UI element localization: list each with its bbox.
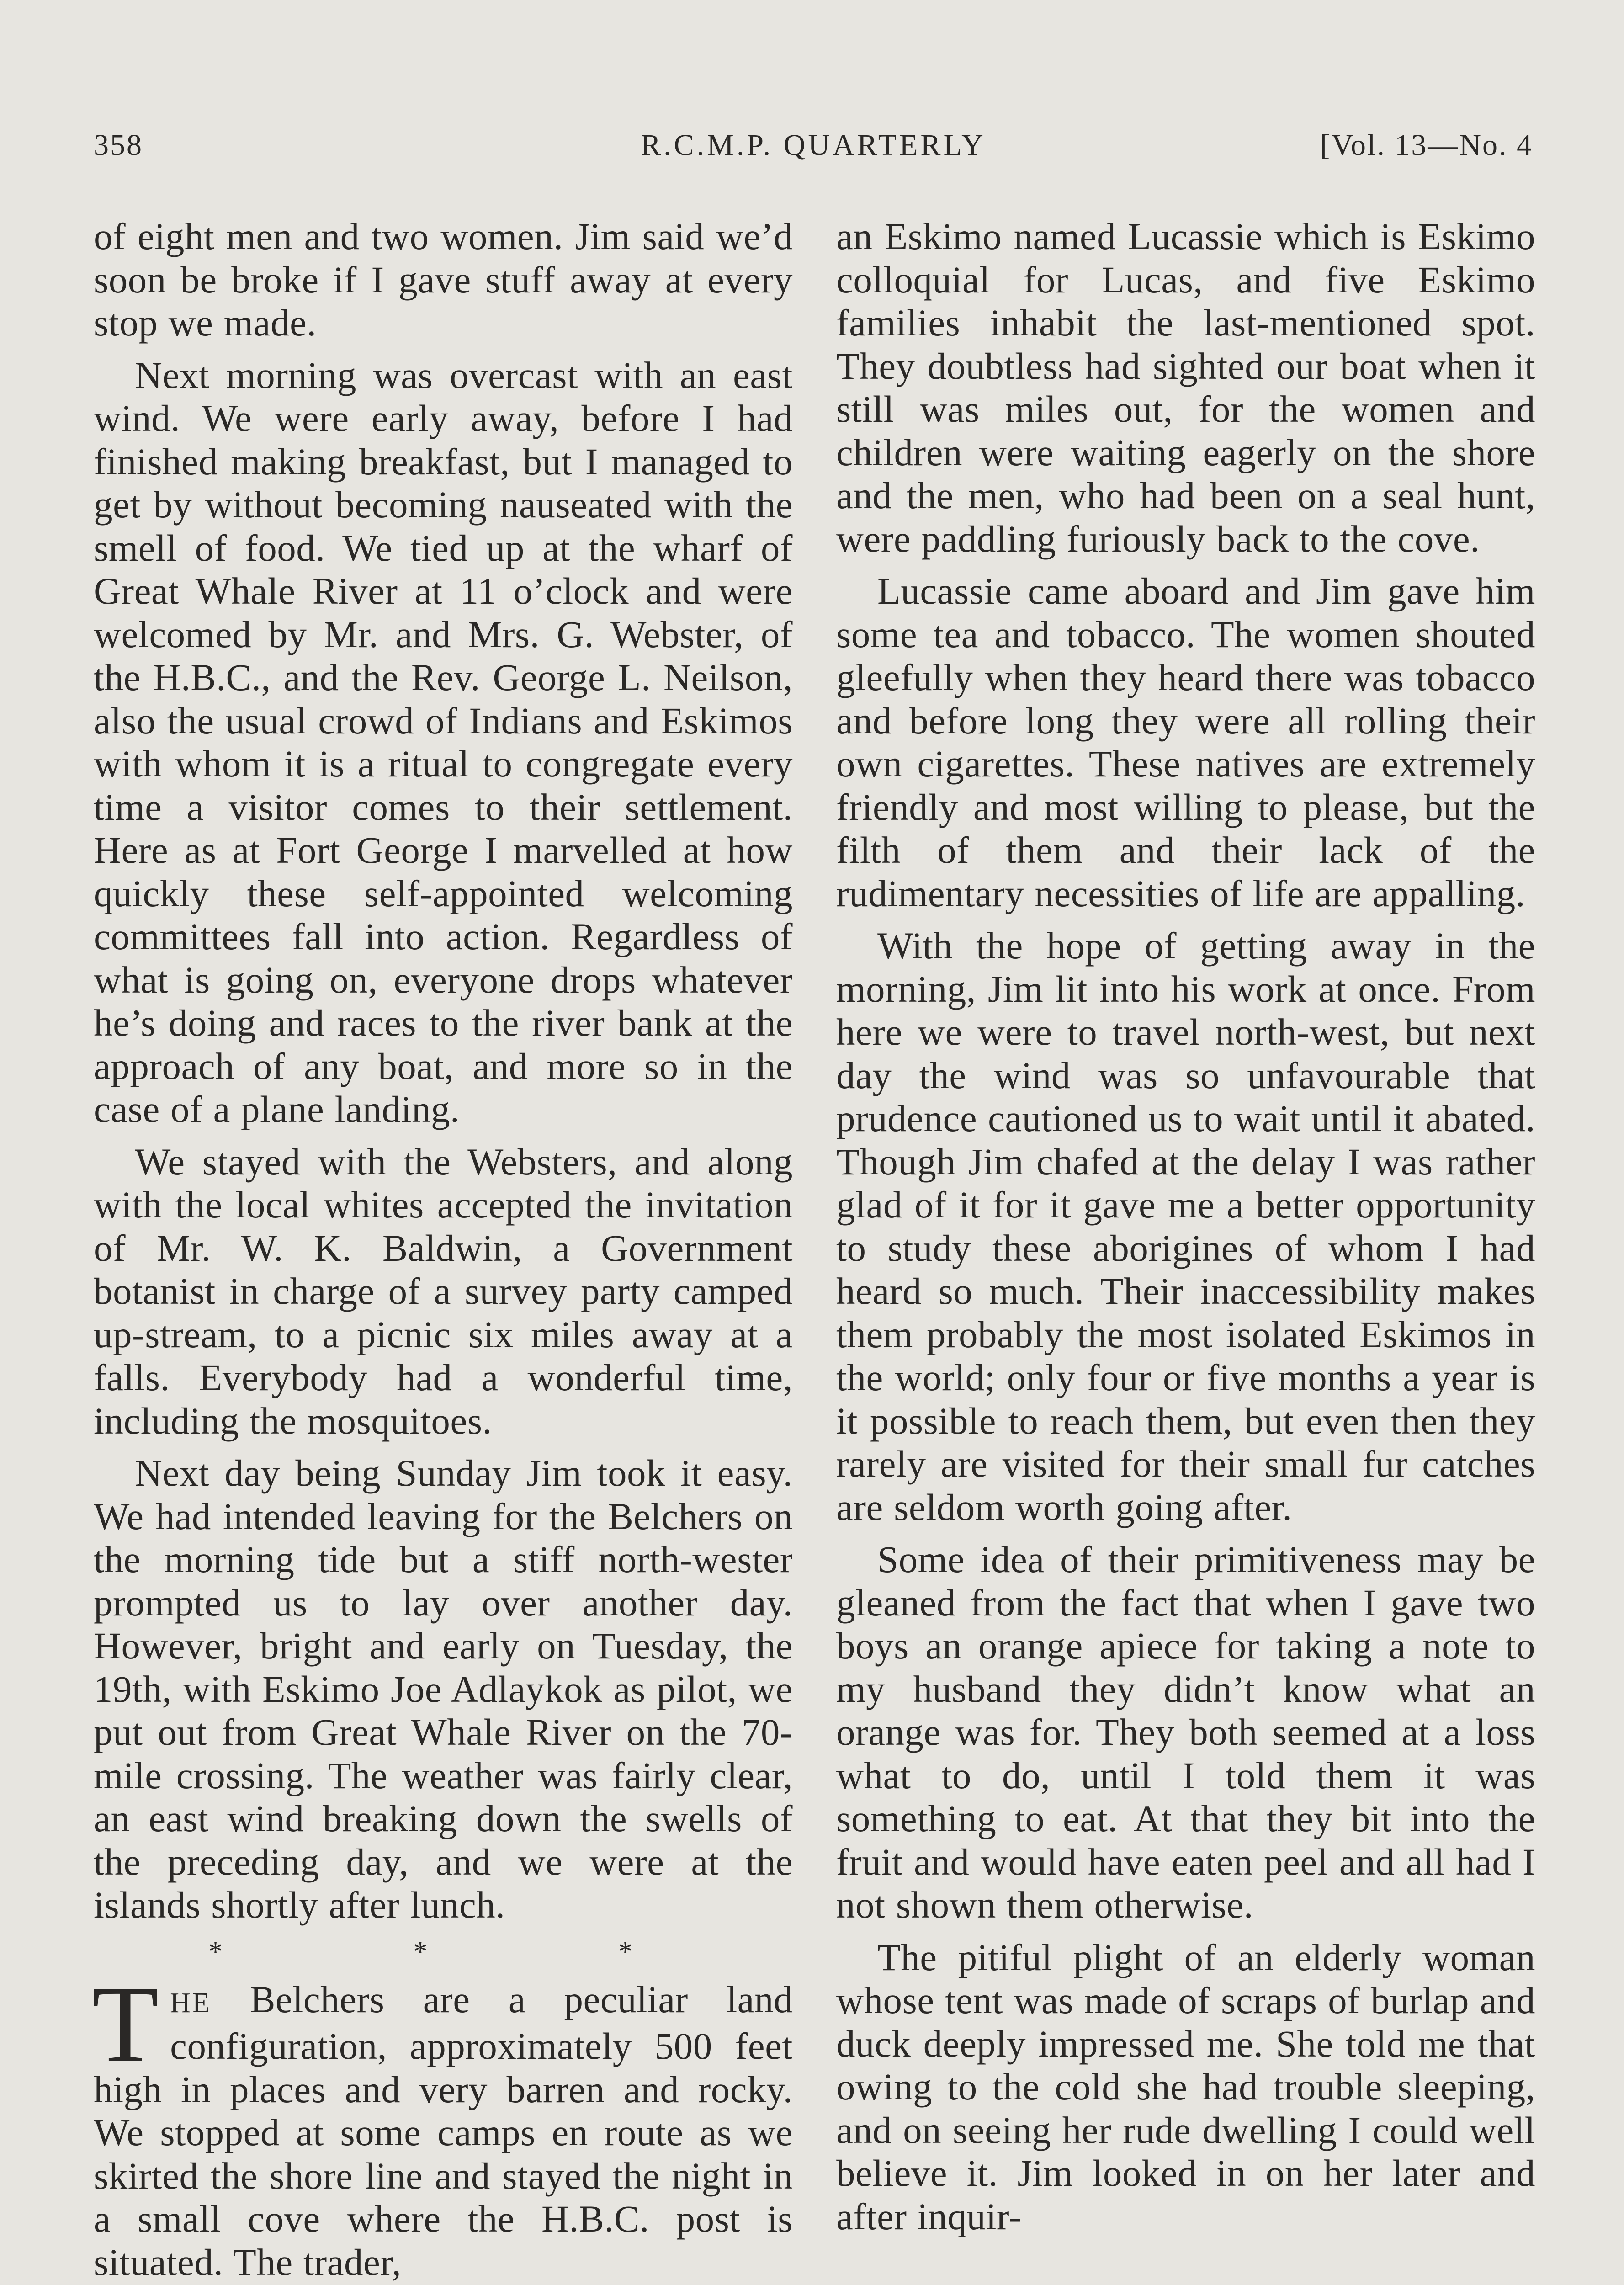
paragraph: Some idea of their primitiveness may be gleaned from the fact that when I gave two boys an orange apiece for taking a note to my husband they didn’t know what an orange was for. They both seemed at a loss what to do, until I told them it was something to eat. At that they bit into the fruit and would have eaten peel and all had I not shown them otherwise. — [836, 1538, 1535, 1926]
paragraph: Next day being Sunday Jim took it easy. We had intended leaving for the Belchers on the morning tide but a stiff north-wester prompted us to lay over another day. However, bright and early on Tuesday, the 19th, with Eskimo Joe Adlaykok as pilot, we put out from Great Whale River on the 70-mile crossing. The weather was fairly clear, an east wind breaking down the swells of the preceding day, and we were at the islands shortly after lunch. — [94, 1452, 793, 1926]
running-header — [94, 128, 1533, 178]
paragraph: With the hope of getting away in the morning, Jim lit into his work at once. From here we were to travel north-west, but next day the wind was so unfavourable that prudence cautioned us to wait until it abated. Though Jim chafed at the delay I was rather glad of it for it gave me a better opportunity to study these aborigines of whom I had heard so much. Their inaccessibility makes them probably the most isolated Eskimos in the world; only four or five months a year is it possible to reach them, but even then they rarely are visited for their small fur catches are seldom worth going after. — [836, 925, 1535, 1528]
paragraph: of eight men and two women. Jim said we’d soon be broke if I gave stuff away at every stop we made. — [94, 215, 793, 344]
journal-title: R.C.M.P. QUARTERLY — [641, 128, 986, 162]
right-column — [836, 215, 1535, 2247]
paragraph: We stayed with the Websters, and along with the local whites accepted the invitation of Mr. W. K. Baldwin, a Government botanist in charge of a survey party camped up-stream, to a picnic six miles away at a falls. Everybody had a wonderful time, including the mosquitoes. — [94, 1140, 793, 1442]
left-column — [94, 215, 793, 2285]
page-number: 358 — [94, 128, 143, 162]
section-separator: * * * — [208, 1936, 724, 1967]
small-caps-lead: HE — [170, 1987, 212, 2019]
drop-cap: T — [92, 1963, 159, 2085]
paragraph: an Eskimo named Lucassie which is Eskimo colloquial for Lucas, and five Eskimo families inhabit the last-mentioned spot. They doubtless had sighted our boat when it still was miles out, for the women and children were waiting eagerly on the shore and the men, who had been on a seal hunt, were paddling furiously back to the cove. — [836, 215, 1535, 560]
volume-issue: [Vol. 13—No. 4 — [1320, 128, 1533, 162]
paragraph-text: Belchers are a peculiar land configuration, approximately 500 feet high in places and very barren and rocky. We stopped at some camps en route as we skirted the shore line and stayed the night in a small cove where the H.B.C. post is situated. The trader, — [94, 1978, 793, 2283]
paragraph: Next morning was overcast with an east wind. We were early away, before I had finished making breakfast, but I managed to get by without becoming nauseated with the smell of food. We tied up at the wharf of Great Whale River at 11 o’clock and were welcomed by Mr. and Mrs. G. Webster, of the H.B.C., and the Rev. George L. Neilson, also the usual crowd of Indians and Eskimos with whom it is a ritual to congregate every time a visitor comes to their settlement. Here as at Fort George I marvelled at how quickly these self-appointed welcoming committees fall into action. Regardless of what is going on, everyone drops whatever he’s doing and races to the river bank at the approach of any boat, and more so in the case of a plane landing. — [94, 354, 793, 1130]
paragraph: The pitiful plight of an elderly woman whose tent was made of scraps of burlap and duck deeply impressed me. She told me that owing to the cold she had trouble sleeping, and on seeing her rude dwelling I could well believe it. Jim looked in on her later and after inquir- — [836, 1936, 1535, 2237]
paragraph-dropcap — [92, 1963, 793, 2284]
paragraph: Lucassie came aboard and Jim gave him some tea and tobacco. The women shouted gleefully when they heard there was tobacco and before long they were all rolling their own cigarettes. These natives are extremely friendly and most willing to please, but the filth of them and their lack of the rudimentary necessities of life are appalling. — [836, 570, 1535, 914]
